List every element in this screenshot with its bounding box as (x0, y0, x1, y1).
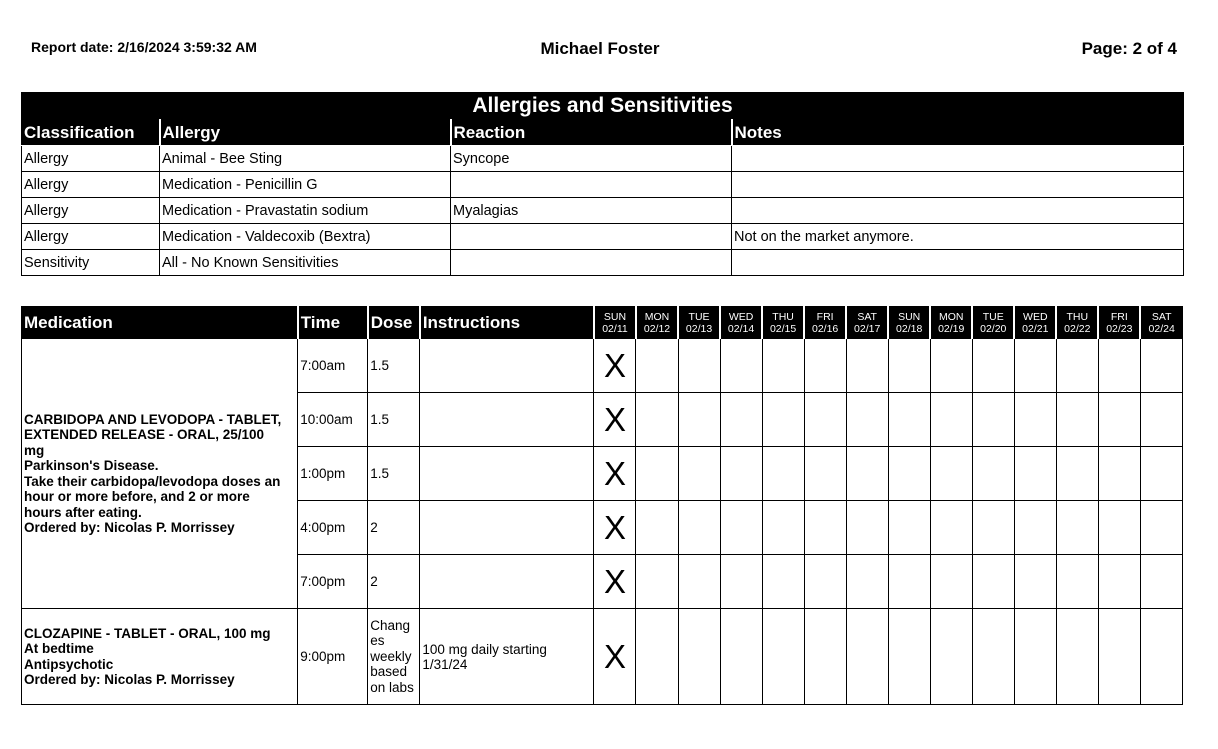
report-date: Report date: 2/16/2024 3:59:32 AM (31, 39, 257, 55)
allergies-table (21, 92, 1184, 276)
day-column-header (1140, 307, 1182, 339)
col-dose: Dose (368, 307, 420, 339)
instruction-line: 100 mg daily starting (422, 641, 547, 657)
col-instructions: Instructions (420, 307, 594, 339)
administration-cell (930, 501, 972, 555)
day-column-header (804, 307, 846, 339)
administration-cell (1140, 555, 1182, 609)
day-of-week: SAT (857, 310, 877, 323)
administration-cell (1014, 609, 1056, 705)
cell-classification: Sensitivity (22, 250, 160, 276)
dose-amount-line: es (370, 633, 385, 649)
administration-cell (1098, 393, 1140, 447)
administration-cell (636, 447, 678, 501)
col-classification: Classification (22, 120, 160, 146)
medication-description (22, 609, 298, 705)
medication-line: hour or more before, and 2 or more (24, 489, 250, 504)
day-of-week: MON (938, 310, 964, 323)
administration-cell (1140, 501, 1182, 555)
cell-allergy: All - No Known Sensitivities (160, 250, 451, 276)
col-allergy: Allergy (160, 120, 451, 146)
day-date: 02/21 (1022, 322, 1049, 335)
day-date: 02/15 (769, 322, 797, 335)
cell-allergy: Animal - Bee Sting (160, 146, 451, 172)
day-date: 02/16 (811, 322, 839, 335)
administration-cell (720, 609, 762, 705)
dose-amount: 1.5 (368, 393, 420, 447)
day-column-header (678, 307, 720, 339)
administration-cell (1056, 555, 1098, 609)
dose-amount-line: Chang (370, 617, 411, 633)
administration-cell (1056, 393, 1098, 447)
administration-cell (720, 339, 762, 393)
administration-cell (846, 501, 888, 555)
administration-cell: X (594, 501, 636, 555)
cell-classification: Allergy (22, 172, 160, 198)
cell-notes (732, 198, 1184, 224)
cell-notes (732, 172, 1184, 198)
administration-cell (720, 447, 762, 501)
day-date: 02/14 (727, 322, 755, 335)
administration-cell (1098, 555, 1140, 609)
day-of-week: WED (1023, 310, 1048, 323)
administration-cell (972, 339, 1014, 393)
administration-cell (804, 501, 846, 555)
day-column-header (762, 307, 804, 339)
cell-classification: Allergy (22, 224, 160, 250)
day-of-week: TUE (982, 310, 1004, 323)
administration-cell: X (594, 447, 636, 501)
day-column-header (930, 307, 972, 339)
administration-cell (804, 555, 846, 609)
administration-cell (888, 339, 930, 393)
day-date: 02/24 (1148, 322, 1175, 335)
day-column-header (888, 307, 930, 339)
day-of-week: SAT (1151, 310, 1172, 323)
table-row (22, 172, 1184, 198)
medication-line: At bedtime (24, 641, 94, 656)
cell-notes (732, 250, 1184, 276)
administration-cell (888, 447, 930, 501)
administration-cell (636, 555, 678, 609)
dose-time: 1:00pm (298, 447, 368, 501)
cell-reaction (451, 224, 732, 250)
administration-cell (846, 555, 888, 609)
table-row (22, 250, 1184, 276)
medication-line: hours after eating. (24, 504, 142, 520)
day-date: 02/23 (1106, 322, 1133, 335)
day-date: 02/20 (980, 322, 1007, 335)
cell-classification: Allergy (22, 146, 160, 172)
administration-cell (888, 609, 930, 705)
col-medication: Medication (22, 307, 298, 339)
administration-cell (678, 501, 720, 555)
administration-cell (636, 339, 678, 393)
day-column-header (1056, 307, 1098, 339)
administration-cell (846, 609, 888, 705)
dose-time: 4:00pm (298, 501, 368, 555)
dose-amount: 2 (368, 555, 420, 609)
administration-cell (1140, 393, 1182, 447)
dose-time: 9:00pm (298, 609, 368, 705)
medication-line: CARBIDOPA AND LEVODOPA - TABLET, (24, 411, 282, 427)
table-row (22, 198, 1184, 224)
dose-time: 10:00am (298, 393, 368, 447)
cell-reaction: Syncope (451, 146, 732, 172)
medication-row (22, 339, 1183, 393)
administration-cell: X (594, 393, 636, 447)
administration-cell (972, 609, 1014, 705)
administration-cell (972, 447, 1014, 501)
administration-cell (678, 339, 720, 393)
dose-amount-line: on labs (370, 679, 414, 695)
administration-cell (762, 555, 804, 609)
administration-cell (1014, 501, 1056, 555)
allergies-title: Allergies and Sensitivities (22, 93, 1184, 120)
dose-instructions (420, 609, 594, 705)
medication-line: Antipsychotic (24, 656, 114, 672)
administration-cell (678, 555, 720, 609)
medication-line: Take their carbidopa/levodopa doses an (24, 473, 281, 489)
administration-cell (930, 339, 972, 393)
medication-schedule-table (21, 306, 1183, 705)
administration-cell (804, 609, 846, 705)
day-date: 02/13 (685, 322, 713, 335)
day-date: 02/17 (854, 322, 881, 335)
instruction-line: 1/31/24 (422, 656, 468, 672)
administration-cell (636, 501, 678, 555)
dose-time: 7:00pm (298, 555, 368, 609)
administration-cell (930, 447, 972, 501)
day-date: 02/18 (896, 322, 923, 335)
dose-amount-line: weekly (370, 648, 412, 664)
administration-cell (720, 555, 762, 609)
day-column-header (594, 307, 636, 339)
administration-cell (720, 501, 762, 555)
administration-cell (804, 393, 846, 447)
day-date: 02/11 (602, 322, 628, 335)
administration-cell (762, 501, 804, 555)
dose-amount-line: based (370, 664, 408, 680)
day-of-week: FRI (816, 310, 834, 323)
table-row (22, 146, 1184, 172)
day-of-week: FRI (1110, 310, 1128, 323)
administration-cell (930, 393, 972, 447)
administration-cell (972, 501, 1014, 555)
dose-amount: 1.5 (368, 447, 420, 501)
cell-allergy: Medication - Valdecoxib (Bextra) (160, 224, 451, 250)
dose-instructions (420, 447, 594, 501)
administration-cell (1014, 339, 1056, 393)
table-row (22, 224, 1184, 250)
administration-cell: X (594, 609, 636, 705)
administration-cell (678, 447, 720, 501)
administration-cell (972, 393, 1014, 447)
day-of-week: SUN (603, 310, 627, 323)
dose-time: 7:00am (298, 339, 368, 393)
dose-amount: 1.5 (368, 339, 420, 393)
administration-cell (762, 447, 804, 501)
administration-cell (888, 501, 930, 555)
dose-instructions (420, 501, 594, 555)
day-of-week: SUN (898, 310, 921, 323)
administration-cell (888, 393, 930, 447)
dose-amount: 2 (368, 501, 420, 555)
day-column-header (846, 307, 888, 339)
administration-cell (1014, 393, 1056, 447)
administration-cell (762, 339, 804, 393)
medication-line: Ordered by: Nicolas P. Morrissey (24, 520, 235, 535)
medication-line: mg (24, 442, 45, 458)
col-reaction: Reaction (451, 120, 732, 146)
administration-cell (1140, 339, 1182, 393)
day-date: 02/22 (1064, 322, 1091, 335)
administration-cell (1014, 555, 1056, 609)
day-date: 02/12 (643, 322, 671, 335)
day-column-header (972, 307, 1014, 339)
medication-row (22, 609, 1183, 705)
day-of-week: WED (728, 310, 754, 323)
administration-cell (972, 555, 1014, 609)
administration-cell (762, 393, 804, 447)
administration-cell (888, 555, 930, 609)
day-column-header (1014, 307, 1056, 339)
administration-cell (1056, 609, 1098, 705)
administration-cell (1098, 447, 1140, 501)
administration-cell (1140, 609, 1182, 705)
cell-notes: Not on the market anymore. (732, 224, 1184, 250)
cell-allergy: Medication - Pravastatin sodium (160, 198, 451, 224)
day-of-week: TUE (688, 310, 710, 323)
administration-cell (636, 609, 678, 705)
administration-cell (762, 609, 804, 705)
day-column-header (1098, 307, 1140, 339)
day-date: 02/19 (938, 322, 965, 335)
cell-reaction (451, 250, 732, 276)
cell-reaction: Myalagias (451, 198, 732, 224)
administration-cell (1056, 339, 1098, 393)
administration-cell (930, 555, 972, 609)
administration-cell (846, 447, 888, 501)
medication-line: Ordered by: Nicolas P. Morrissey (24, 672, 235, 687)
administration-cell (804, 339, 846, 393)
administration-cell (1098, 339, 1140, 393)
medication-line: Parkinson's Disease. (24, 458, 159, 473)
dose-instructions (420, 393, 594, 447)
medication-line: EXTENDED RELEASE - ORAL, 25/100 (24, 427, 265, 442)
administration-cell (678, 393, 720, 447)
day-of-week: THU (1066, 310, 1089, 323)
col-time: Time (298, 307, 368, 339)
patient-name: Michael Foster (540, 39, 660, 58)
medication-description (22, 339, 298, 609)
administration-cell (636, 393, 678, 447)
dose-amount (368, 609, 420, 705)
day-column-header (720, 307, 762, 339)
administration-cell (846, 339, 888, 393)
administration-cell (930, 609, 972, 705)
administration-cell (1098, 609, 1140, 705)
cell-notes (732, 146, 1184, 172)
day-of-week: THU (772, 310, 794, 323)
administration-cell (1056, 501, 1098, 555)
administration-cell (804, 447, 846, 501)
administration-cell (846, 393, 888, 447)
col-notes: Notes (732, 120, 1184, 146)
cell-allergy: Medication - Penicillin G (160, 172, 451, 198)
administration-cell (678, 609, 720, 705)
administration-cell (1056, 447, 1098, 501)
administration-cell (1140, 447, 1182, 501)
cell-reaction (451, 172, 732, 198)
administration-cell (1014, 447, 1056, 501)
administration-cell (720, 393, 762, 447)
day-column-header (636, 307, 678, 339)
page-number: Page: 2 of 4 (1081, 39, 1177, 58)
dose-instructions (420, 555, 594, 609)
day-of-week: MON (644, 310, 670, 323)
dose-instructions (420, 339, 594, 393)
administration-cell: X (594, 555, 636, 609)
administration-cell: X (594, 339, 636, 393)
cell-classification: Allergy (22, 198, 160, 224)
administration-cell (1098, 501, 1140, 555)
medication-line: CLOZAPINE - TABLET - ORAL, 100 mg (24, 625, 271, 641)
